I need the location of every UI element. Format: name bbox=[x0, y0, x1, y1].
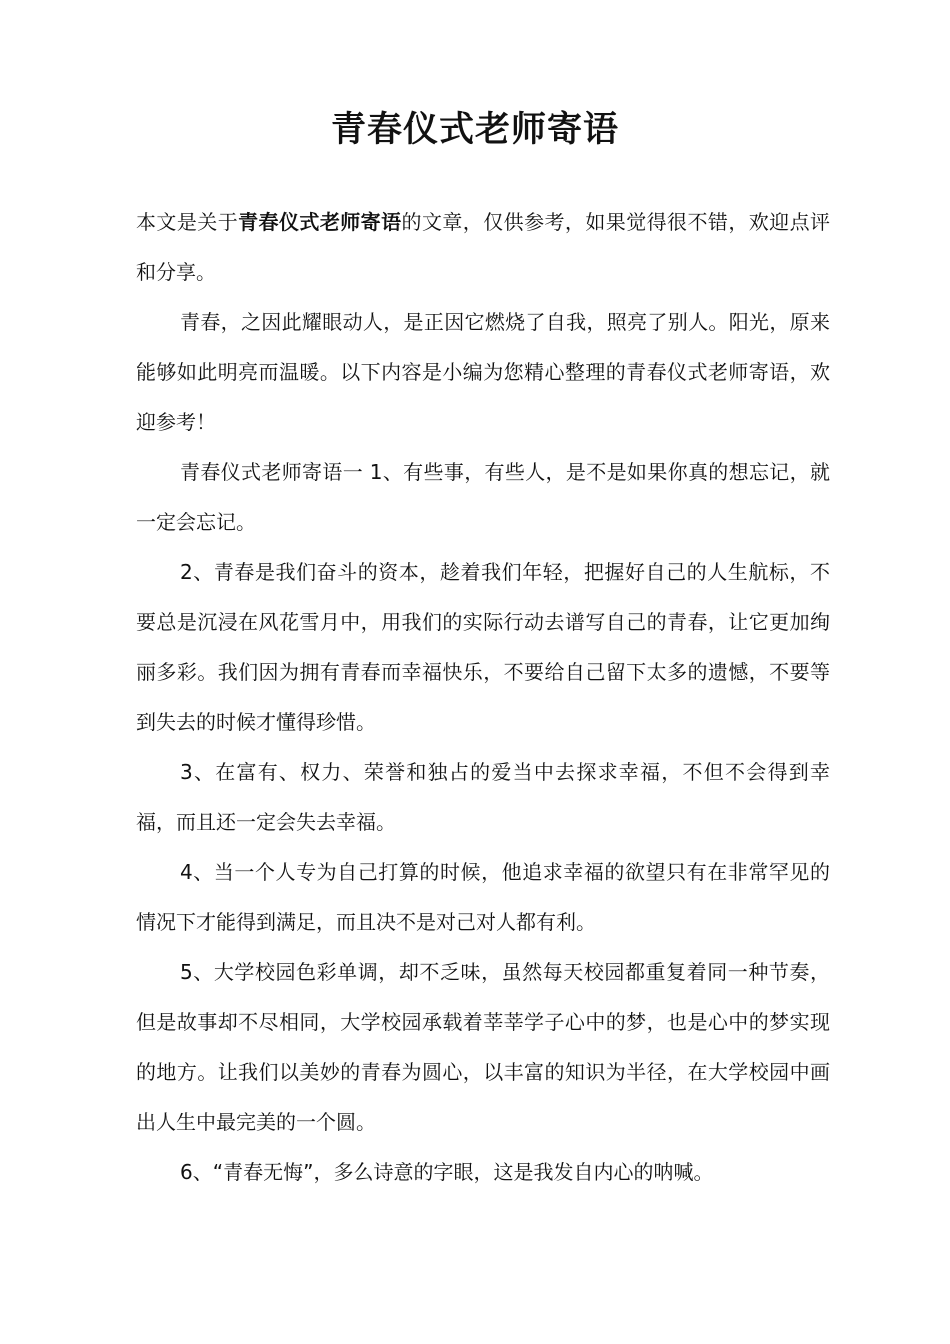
intro-keyword: 青春仪式老师寄语 bbox=[238, 210, 402, 234]
document-title: 青春仪式老师寄语 bbox=[330, 110, 619, 150]
paragraph: 青春，之因此耀眼动人，是正因它燃烧了自我，照亮了别人。阳光，原来能够如此明亮而温暖。以下内容是小编为您精心整理的青春仪式老师寄语，欢迎参考！ bbox=[136, 310, 830, 434]
paragraph: 6、“青春无悔”，多么诗意的字眼，这是我发自内心的呐喊。 bbox=[180, 1160, 714, 1184]
paragraph: 5、大学校园色彩单调，却不乏味，虽然每天校园都重复着同一种节奏，但是故事却不尽相同，大学校园承载着莘莘学子心中的梦，也是心中的梦实现的地方。让我们以美妙的青春为圆心，以丰富的知识为半径，在大学校园中画出人生中最完美的一个圆。 bbox=[136, 960, 830, 1134]
intro-prefix: 本文是关于 bbox=[136, 210, 239, 234]
paragraph: 3、在富有、权力、荣誉和独占的爱当中去探求幸福，不但不会得到幸福，而且还一定会失去幸福。 bbox=[136, 760, 830, 834]
paragraph: 2、青春是我们奋斗的资本，趁着我们年轻，把握好自己的人生航标，不要总是沉浸在风花雪月中，用我们的实际行动去谱写自己的青春，让它更加绚丽多彩。我们因为拥有青春而幸福快乐，不要给自己留下太多的遗憾，不要等到失去的时候才懂得珍惜。 bbox=[136, 560, 830, 734]
paragraph: 青春仪式老师寄语一 1、有些事，有些人，是不是如果你真的想忘记，就一定会忘记。 bbox=[136, 460, 830, 534]
intro-suffix: 的文章，仅供参考，如果觉得很不错，欢迎点评和分享。 bbox=[136, 210, 831, 284]
document-body bbox=[136, 197, 830, 1197]
intro-paragraph bbox=[136, 197, 830, 297]
paragraph: 4、当一个人专为自己打算的时候，他追求幸福的欲望只有在非常罕见的情况下才能得到满足，而且决不是对己对人都有利。 bbox=[136, 860, 830, 934]
